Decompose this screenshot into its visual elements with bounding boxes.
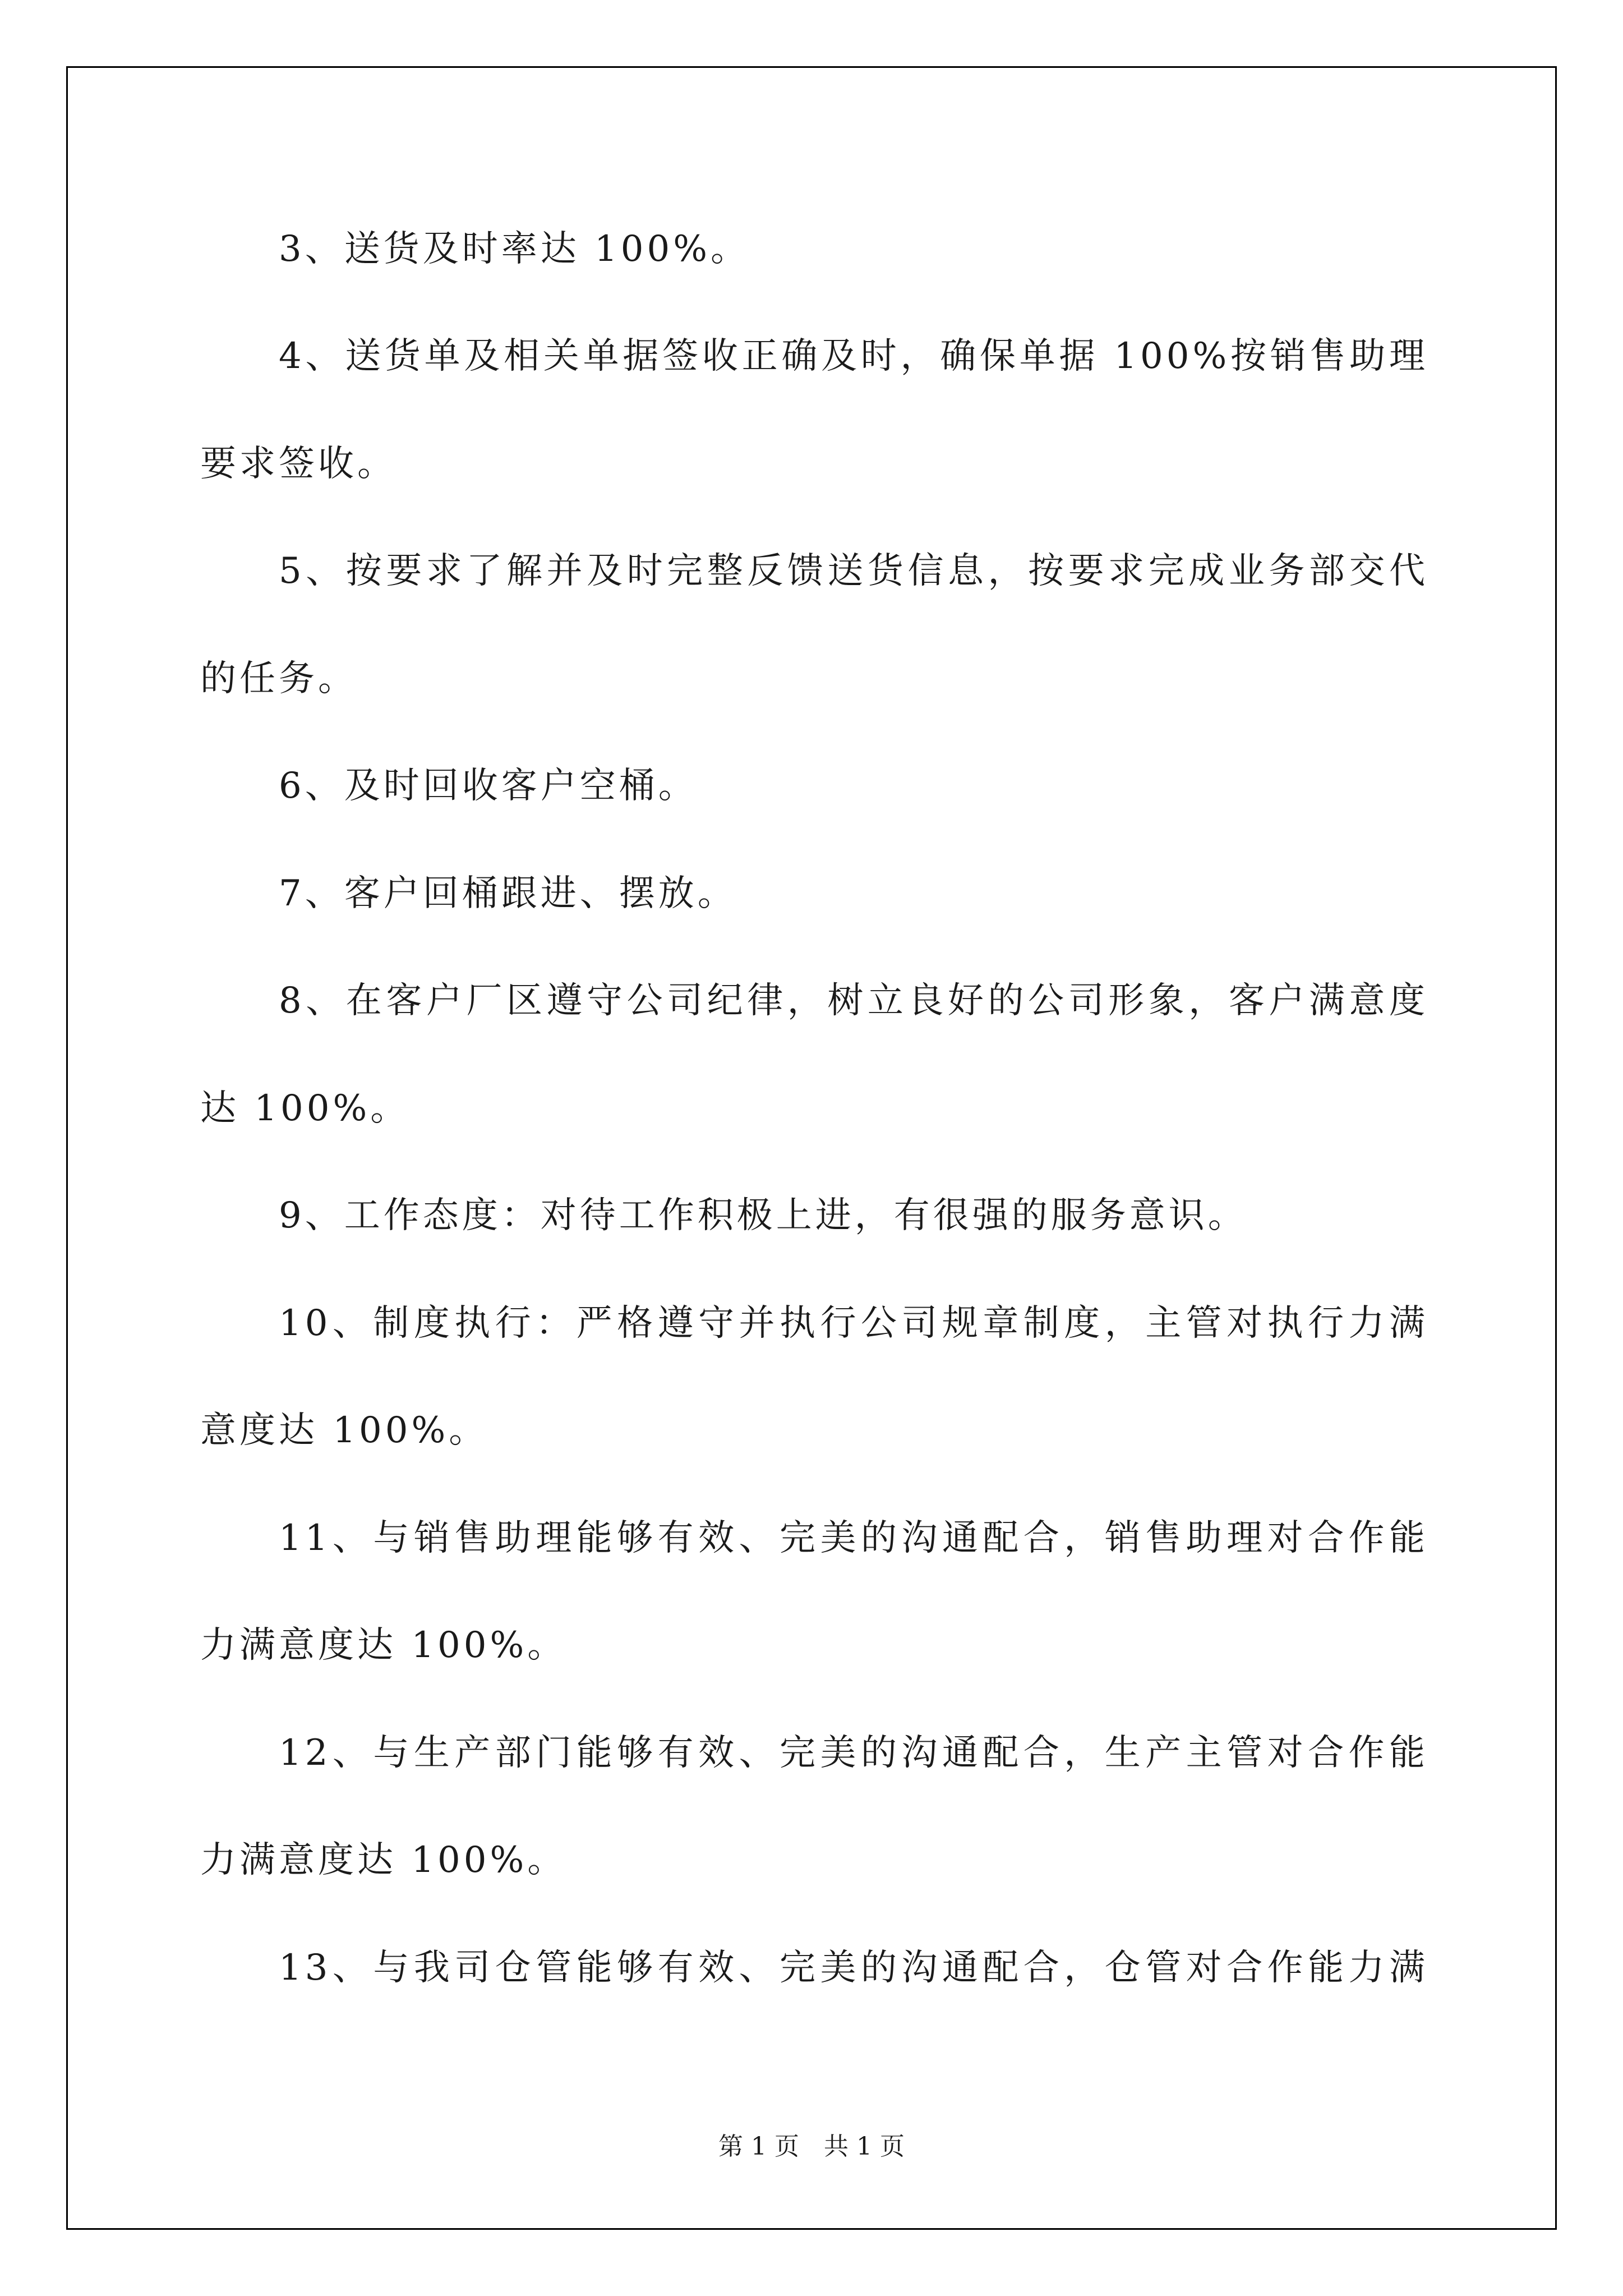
page-border bbox=[66, 66, 1557, 2230]
paragraph-12-line-1: 12、与生产部门能够有效、完美的沟通配合，生产主管对合作能 bbox=[279, 1732, 1428, 1774]
page-footer bbox=[0, 2126, 1623, 2162]
paragraph-6-line-1: 6、及时回收客户空桶。 bbox=[279, 765, 698, 807]
paragraph-8-line-1: 8、在客户厂区遵守公司纪律，树立良好的公司形象，客户满意度 bbox=[279, 980, 1428, 1022]
paragraph-12-line-2: 力满意度达 100%。 bbox=[200, 1839, 567, 1881]
paragraph-8-line-2: 达 100%。 bbox=[200, 1088, 410, 1129]
paragraph-10-line-1: 10、制度执行：严格遵守并执行公司规章制度，主管对执行力满 bbox=[279, 1303, 1428, 1344]
paragraph-3-line-1: 3、送货及时率达 100%。 bbox=[279, 228, 750, 270]
paragraph-11-line-2: 力满意度达 100%。 bbox=[200, 1625, 567, 1666]
paragraph-13-line-1: 13、与我司仓管能够有效、完美的沟通配合，仓管对合作能力满 bbox=[279, 1947, 1428, 1989]
paragraph-5-line-2: 的任务。 bbox=[200, 658, 357, 700]
paragraph-4-line-1: 4、送货单及相关单据签收正确及时，确保单据 100%按销售助理 bbox=[279, 335, 1428, 377]
paragraph-11-line-1: 11、与销售助理能够有效、完美的沟通配合，销售助理对合作能 bbox=[279, 1517, 1428, 1559]
paragraph-10-line-2: 意度达 100%。 bbox=[200, 1410, 488, 1451]
paragraph-9-line-1: 9、工作态度：对待工作积极上进，有很强的服务意识。 bbox=[279, 1195, 1247, 1236]
page-number-current: 第 1 页 bbox=[718, 2132, 799, 2161]
paragraph-4-line-2: 要求签收。 bbox=[200, 443, 396, 485]
paragraph-5-line-1: 5、按要求了解并及时完整反馈送货信息，按要求完成业务部交代 bbox=[279, 550, 1428, 592]
page-number-total: 共 1 页 bbox=[824, 2132, 905, 2161]
paragraph-7-line-1: 7、客户回桶跟进、摆放。 bbox=[279, 873, 737, 914]
